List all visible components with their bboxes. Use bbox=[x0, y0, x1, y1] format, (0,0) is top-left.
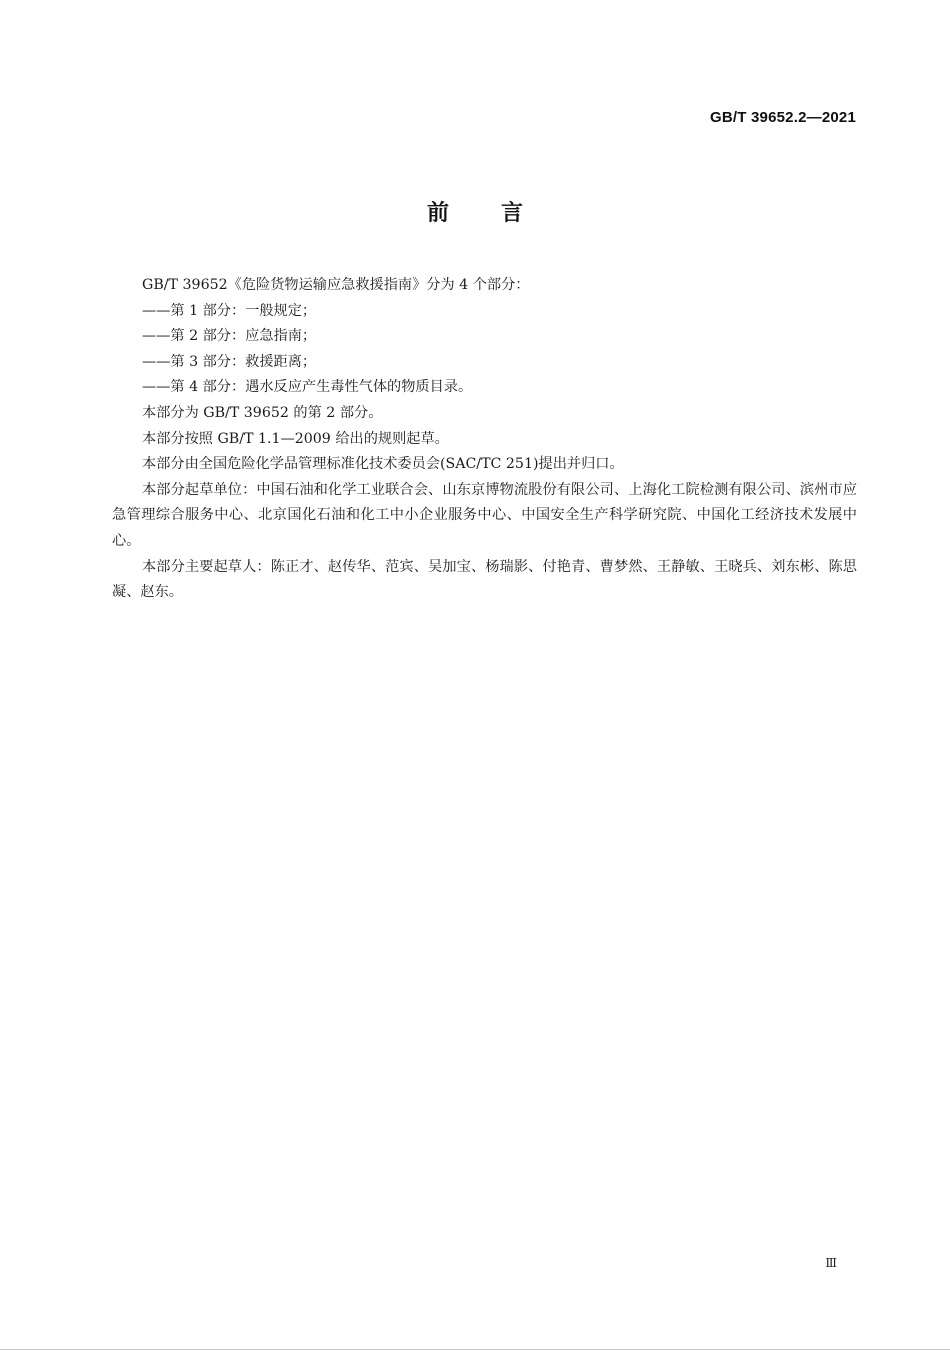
standard-code: GB/T 39652.2—2021 bbox=[710, 109, 856, 126]
paragraph-drafters: 本部分主要起草人：陈正才、赵传华、范宾、吴加宝、杨瑞影、付艳青、曹梦然、王静敏、王晓兵、刘东彬、陈思凝、赵东。 bbox=[112, 558, 857, 601]
list-item-part-4: ——第 4 部分：遇水反应产生毒性气体的物质目录。 bbox=[142, 379, 473, 396]
paragraph-drafting-units: 本部分起草单位：中国石油和化学工业联合会、山东京博物流股份有限公司、上海化工院检测有限公司、滨州市应急管理综合服务中心、北京国化石油和化工中小企业服务中心、中国安全生产科学研究院、中国化工经济技术发展中心。 bbox=[112, 481, 857, 549]
page-edge-divider bbox=[0, 1349, 950, 1350]
paragraph-proposer: 本部分由全国危险化学品管理标准化技术委员会(SAC/TC 251)提出并归口。 bbox=[142, 456, 624, 473]
paragraph-drafting-rules: 本部分按照 GB/T 1.1—2009 给出的规则起草。 bbox=[142, 430, 449, 447]
list-item-part-1: ——第 1 部分：一般规定； bbox=[142, 302, 317, 319]
paragraph-scope: 本部分为 GB/T 39652 的第 2 部分。 bbox=[142, 404, 383, 421]
paragraph-intro: GB/T 39652《危险货物运输应急救援指南》分为 4 个部分： bbox=[142, 277, 530, 293]
foreword-body bbox=[112, 273, 857, 606]
page-number: Ⅲ bbox=[825, 1256, 837, 1270]
page-title: 前言 bbox=[426, 201, 575, 226]
list-item-part-3: ——第 3 部分：救援距离； bbox=[142, 353, 317, 370]
list-item-part-2: ——第 2 部分：应急指南； bbox=[142, 328, 317, 345]
